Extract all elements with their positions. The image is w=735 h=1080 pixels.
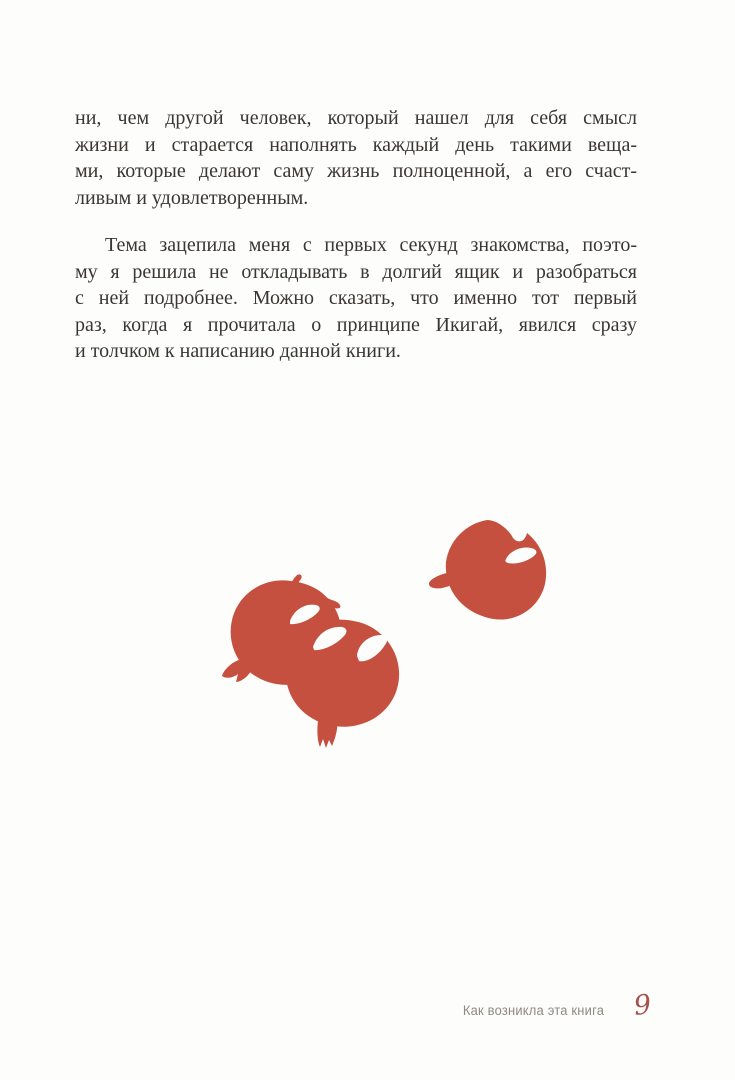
berry-lower-highlight: [357, 635, 387, 661]
berry-upper-stem-icon: [287, 574, 340, 608]
berry-leaf-cutout: [313, 627, 346, 650]
text-line: ни, чем другой человек, который нашел для себя смысл: [75, 107, 637, 129]
berry-right-body: [446, 520, 546, 620]
berry-upper-body: [231, 580, 342, 684]
berry-leaf-cutout: [290, 605, 320, 624]
paragraph-2: [75, 232, 637, 365]
paragraph-1: [75, 105, 637, 211]
text-line: раз, когда я прочитала о принципе Икигай, явился сразу: [75, 313, 637, 336]
text-line: Тема зацепила меня с первых секунд знакомства, поэто-: [105, 234, 637, 256]
text-line: ливым и удовлетворенным.: [75, 186, 309, 209]
text-line: жизни и старается наполнять каждый день такими веща-: [75, 133, 637, 156]
running-title: Как возникла эта книга: [462, 1003, 604, 1018]
berry-right-highlight: [505, 548, 536, 564]
text-line: и толчком к написанию данной книги.: [75, 340, 401, 362]
text-line: с ней подробнее. Можно сказать, что именно тот первый: [75, 287, 637, 309]
berry-left-stub-icon: [222, 659, 252, 682]
berry-right-stem-icon: [429, 572, 458, 588]
page-number: 9: [632, 989, 653, 1022]
text-line: му я решила не откладывать в долгий ящик и разобраться: [75, 260, 637, 283]
berry-bottom-tassel-icon: [317, 719, 337, 748]
text-line: ми, которые делают саму жизнь полноценной, а его счаст-: [75, 160, 637, 182]
berry-lower-body: [286, 620, 399, 727]
body-text: [75, 105, 637, 365]
berry-cluster-left: [222, 574, 399, 748]
berry-right: [429, 520, 546, 620]
